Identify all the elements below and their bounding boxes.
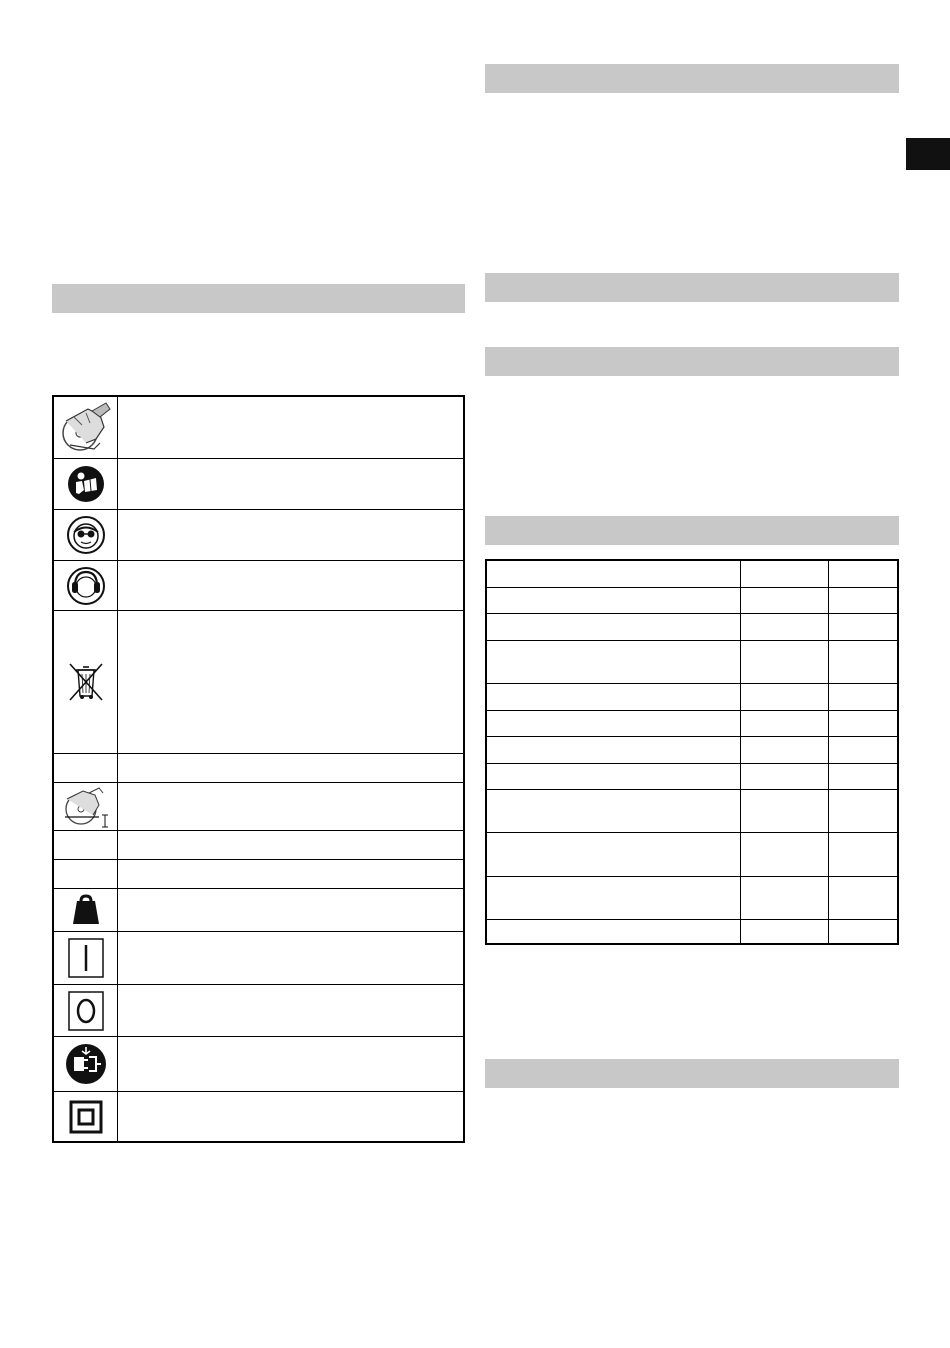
table-cell-label [487,711,741,736]
table-cell-value [829,790,897,832]
language-tab-marker [906,138,950,170]
switch-off-icon [54,985,118,1036]
table-cell-label [487,614,741,640]
table-cell-value [829,833,897,876]
symbol-cell-empty [54,831,118,859]
double-insulation-icon [54,1092,118,1141]
table-cell-label [487,737,741,763]
table-cell-label [487,684,741,710]
table-cell-value [829,588,897,613]
table-cell-unit [741,790,829,832]
table-cell-label [487,877,741,919]
table-cell-unit [741,614,829,640]
table-cell-unit [741,920,829,943]
eye-protection-icon [54,510,118,560]
table-cell-value [829,684,897,710]
section-header-1 [485,64,899,93]
unplug-icon [54,1037,118,1091]
section-header-technical-data [485,516,899,545]
symbol-cell-empty [54,860,118,888]
table-cell-label [487,588,741,613]
circular-saw-icon [54,397,118,458]
cutting-depth-icon [54,783,118,830]
table-row [487,711,897,737]
table-cell-label [487,561,741,587]
ear-protection-icon [54,561,118,610]
table-row [487,764,897,790]
table-cell-unit [741,877,829,919]
table-cell-unit [741,711,829,736]
table-row [487,833,897,877]
table-row [487,588,897,614]
table-cell-label [487,641,741,683]
crossed-bin-icon [54,611,118,753]
table-cell-value [829,561,897,587]
table-row [487,561,897,588]
table-cell-unit [741,764,829,789]
table-row [487,614,897,641]
table-cell-value [829,641,897,683]
weight-icon [54,889,118,931]
symbol-cell-empty [54,754,118,782]
symbol-row [54,754,463,783]
switch-on-icon [54,932,118,984]
table-cell-unit [741,641,829,683]
symbol-row [54,611,463,754]
read-manual-icon [54,459,118,509]
table-cell-unit [741,833,829,876]
table-cell-label [487,833,741,876]
table-cell-label [487,764,741,789]
table-row [487,790,897,833]
symbol-row [54,783,463,831]
section-header-symbols [52,284,465,313]
table-cell-label [487,920,741,943]
symbol-row [54,510,463,561]
table-cell-value [829,764,897,789]
section-header-3 [485,347,899,376]
table-cell-unit [741,684,829,710]
table-row [487,641,897,684]
symbol-row [54,1092,463,1141]
table-cell-value [829,711,897,736]
table-cell-value [829,614,897,640]
section-header-5 [485,1059,899,1088]
symbol-row [54,397,463,459]
table-cell-unit [741,588,829,613]
table-cell-unit [741,737,829,763]
symbols-table [52,395,465,1143]
table-cell-value [829,737,897,763]
table-row [487,684,897,711]
symbol-row [54,860,463,889]
technical-data-table [485,559,899,945]
table-row [487,877,897,920]
symbol-row [54,889,463,932]
table-cell-value [829,920,897,943]
symbol-row [54,561,463,611]
symbol-row [54,831,463,860]
table-row [487,920,897,943]
symbol-row [54,985,463,1037]
symbol-row [54,459,463,510]
table-cell-unit [741,561,829,587]
table-cell-label [487,790,741,832]
symbol-row [54,1037,463,1092]
symbol-row [54,932,463,985]
section-header-2 [485,273,899,302]
table-row [487,737,897,764]
table-cell-value [829,877,897,919]
